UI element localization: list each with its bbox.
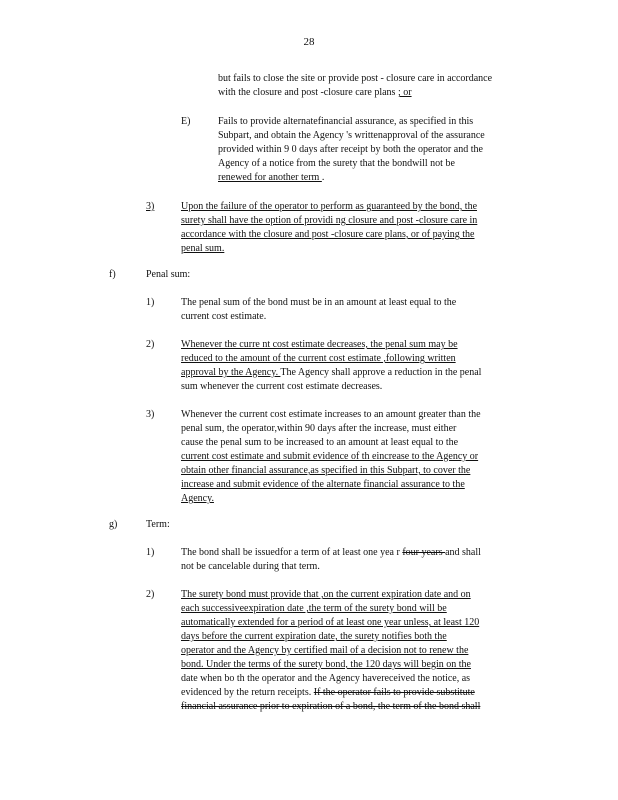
text-line bbox=[181, 422, 456, 436]
text-run: penal sum. bbox=[181, 243, 225, 254]
text-run: accordance with the closure and post -closure care plans, or of paying the bbox=[181, 229, 475, 240]
text-run: not be cancelable during that term. bbox=[181, 561, 320, 572]
text-line bbox=[181, 478, 465, 492]
text-run: with the closure and post -closure care plans bbox=[218, 87, 398, 98]
text-run: Upon the failure of the operator to perform as guaranteed by the bond, the bbox=[181, 201, 478, 212]
text-run: Agency. bbox=[181, 493, 214, 504]
text-line bbox=[181, 450, 478, 464]
text-run: cause the penal sum to be increased to an amount at least equal to the bbox=[181, 437, 459, 448]
item-marker: 1) bbox=[146, 547, 155, 558]
text-run: Subpart, and obtain the Agency 's writtenapproval of the assurance bbox=[218, 130, 485, 141]
item-marker: 2) bbox=[146, 589, 155, 600]
text-line bbox=[181, 644, 468, 658]
text-line bbox=[218, 72, 492, 86]
item-marker: 3) bbox=[146, 409, 155, 420]
text-line bbox=[181, 380, 382, 394]
text-run: The surety bond must provide that ,on the current expiration date and on bbox=[181, 589, 471, 600]
text-run: Whenever the current cost estimate increases to an amount greater than the bbox=[181, 409, 481, 420]
text-line bbox=[181, 630, 447, 644]
text-run: Whenever the curre nt cost estimate decreases, the penal sum may be bbox=[181, 339, 458, 350]
text-run: . bbox=[321, 172, 325, 183]
text-line bbox=[181, 200, 477, 214]
section-heading: Term: bbox=[146, 519, 170, 530]
text-run: The Agency shall approve a reduction in the penal bbox=[280, 367, 482, 378]
text-run: The penal sum of the bond must be in an amount at least equal to the bbox=[181, 297, 457, 308]
text-run: current cost estimate. bbox=[181, 311, 267, 322]
text-line bbox=[181, 242, 224, 256]
text-run: financial assurance prior to expiration of a bond, the term of the bond shall bbox=[181, 701, 481, 712]
text-line bbox=[218, 157, 455, 171]
text-run: operator and the Agency by certified mail of a decision not to renew the bbox=[181, 645, 469, 656]
text-line bbox=[181, 464, 470, 478]
item-marker: E) bbox=[181, 116, 191, 127]
item-marker: 2) bbox=[146, 339, 155, 350]
text-line bbox=[181, 602, 447, 616]
text-run: reduced to the amount of the current cost estimate ,following written bbox=[181, 353, 456, 364]
item-marker: 1) bbox=[146, 297, 155, 308]
text-line bbox=[181, 228, 475, 242]
text-line bbox=[218, 129, 485, 143]
text-line bbox=[181, 700, 480, 714]
text-line bbox=[181, 616, 479, 630]
text-line bbox=[218, 115, 473, 129]
text-run: obtain other financial assurance,as specified in this Subpart, to cover the bbox=[181, 465, 471, 476]
text-line bbox=[181, 588, 471, 602]
text-run: ; or bbox=[397, 87, 412, 98]
text-run: evidenced by the return receipts. bbox=[181, 687, 314, 698]
text-run: current cost estimate and submit evidence of th eincrease to the Agency or bbox=[181, 451, 479, 462]
text-run: bond. Under the terms of the surety bond, the 120 days will begin on the bbox=[181, 659, 471, 670]
text-run: surety shall have the option of providi ng closure and post -closure care in bbox=[181, 215, 478, 226]
text-line bbox=[181, 408, 481, 422]
text-line bbox=[218, 86, 412, 100]
section-marker: g) bbox=[109, 519, 118, 530]
text-line bbox=[181, 366, 481, 380]
text-line bbox=[181, 214, 477, 228]
text-line bbox=[181, 338, 458, 352]
text-run: but fails to close the site or provide post - closure care in accordance bbox=[218, 73, 493, 84]
text-line bbox=[181, 352, 456, 366]
text-run: four years bbox=[402, 547, 446, 558]
text-line bbox=[181, 560, 320, 574]
text-run: renewed for another term bbox=[218, 172, 322, 183]
text-run: days before the current expiration date, the surety notifies both the bbox=[181, 631, 447, 642]
text-run: Fails to provide alternatefinancial assurance, as specified in this bbox=[218, 116, 474, 127]
section-heading: Penal sum: bbox=[146, 269, 191, 280]
text-run: Agency of a notice from the surety that the bondwill not be bbox=[218, 158, 455, 169]
text-line bbox=[181, 546, 481, 560]
text-line bbox=[181, 672, 470, 686]
text-run: each successiveexpiration date ,the term of the surety bond will be bbox=[181, 603, 447, 614]
text-run: automatically extended for a period of at least one year unless, at least 120 bbox=[181, 617, 480, 628]
text-line bbox=[181, 310, 266, 324]
text-run: If the operator fails to provide substitute bbox=[313, 687, 475, 698]
text-line bbox=[181, 296, 456, 310]
text-run: The bond shall be issuedfor a term of at least one yea r bbox=[181, 547, 403, 558]
page-number: 28 bbox=[303, 36, 315, 48]
text-run: increase and submit evidence of the alternate financial assurance to the bbox=[181, 479, 465, 490]
text-run: provided within 9 0 days after receipt by both the operator and the bbox=[218, 144, 483, 155]
item-marker: 3) bbox=[146, 201, 155, 212]
text-line bbox=[218, 171, 324, 185]
text-run: and shall bbox=[445, 547, 481, 558]
text-run: date when bo th the operator and the Agency havereceived the notice, as bbox=[181, 673, 471, 684]
text-line bbox=[181, 436, 458, 450]
text-line bbox=[181, 658, 471, 672]
section-marker: f) bbox=[109, 269, 116, 280]
text-line bbox=[181, 686, 475, 700]
text-line bbox=[218, 143, 483, 157]
text-run: approval by the Agency. bbox=[181, 367, 281, 378]
text-line bbox=[181, 492, 214, 506]
text-run: sum whenever the current cost estimate decreases. bbox=[181, 381, 383, 392]
text-run: penal sum, the operator,within 90 days after the increase, must either bbox=[181, 423, 457, 434]
